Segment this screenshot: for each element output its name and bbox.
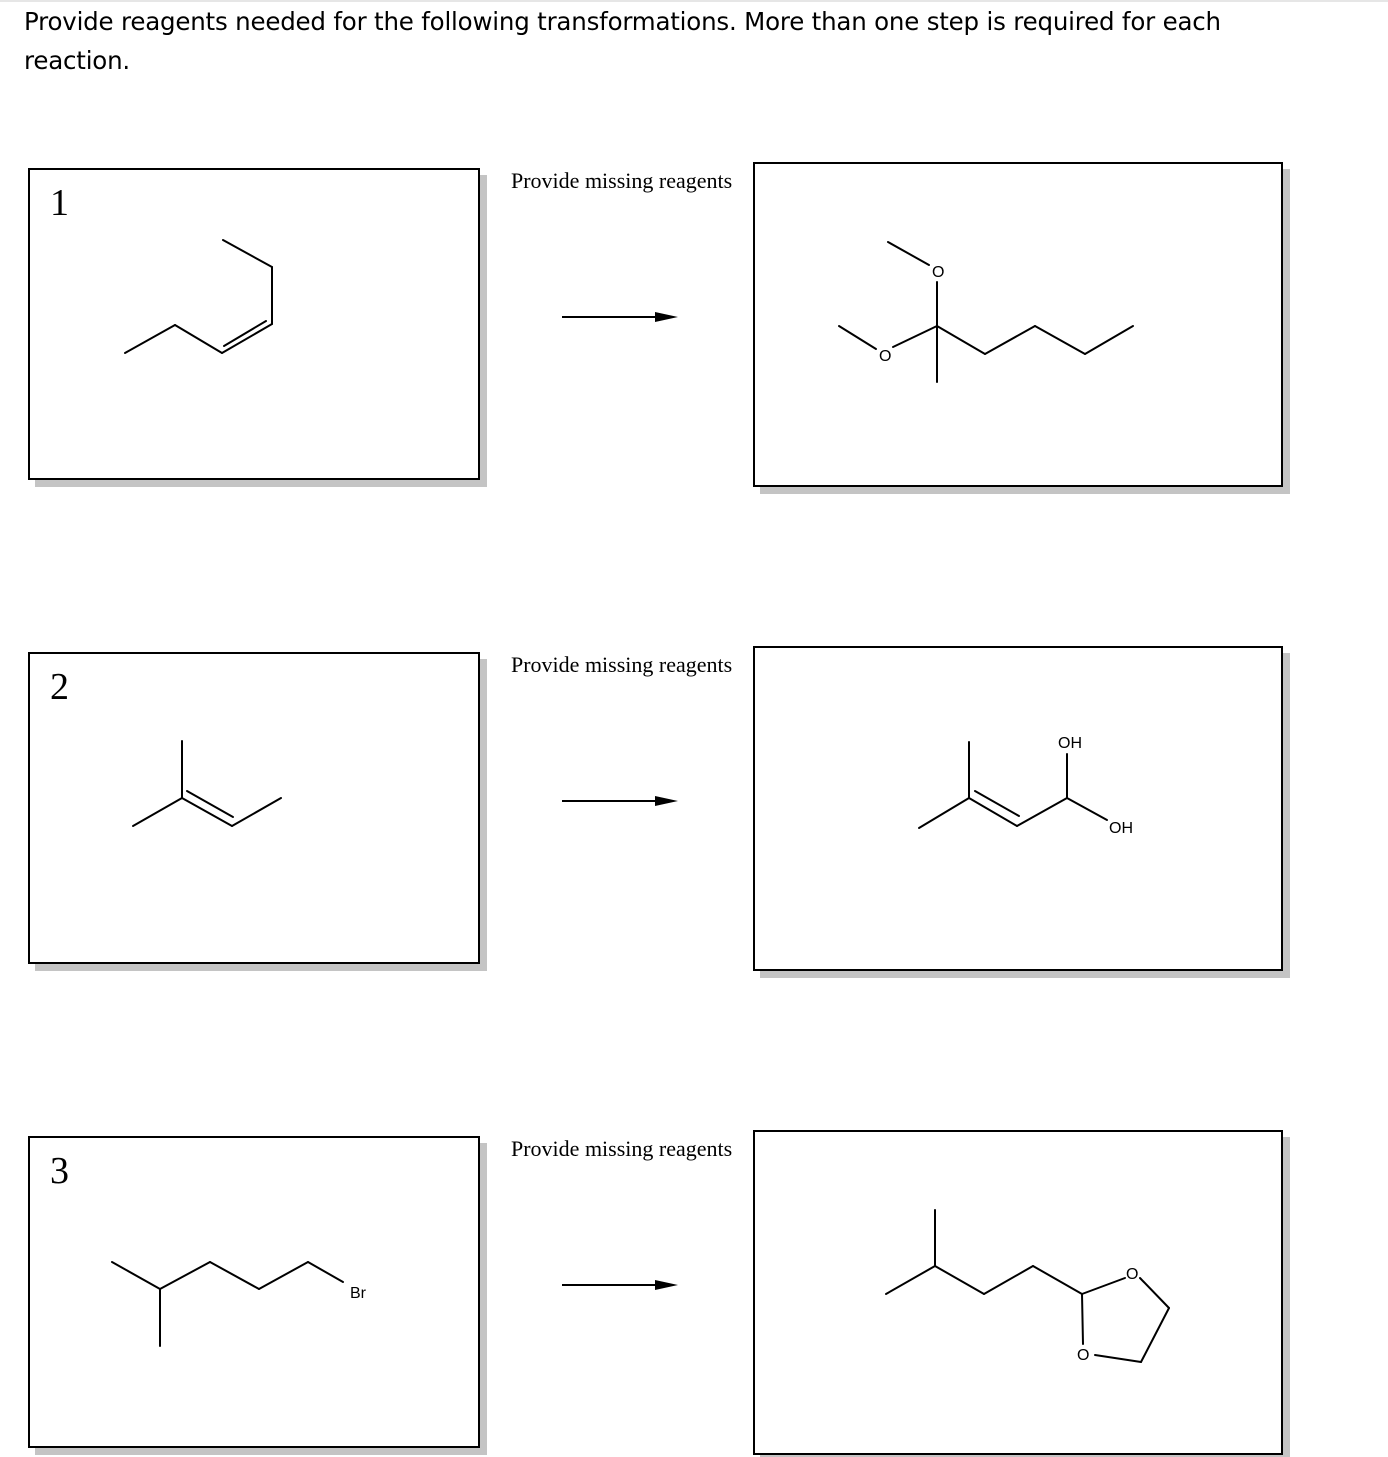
atom-oxygen: O [1077, 1347, 1090, 1364]
reaction-3-reagent-label: Provide missing reagents [511, 1136, 733, 1161]
reaction-1-starting-material-box [28, 168, 480, 480]
atom-hydroxyl: OH [1109, 820, 1133, 837]
atom-bromine: Br [350, 1285, 366, 1302]
cis-3-hexene-structure [30, 170, 482, 482]
atom-hydroxyl: OH [1058, 735, 1082, 752]
dioxolane-product-structure [755, 1132, 1285, 1457]
reaction-1-reagent-label: Provide missing reagents [511, 168, 733, 193]
reaction-2-arrow [560, 791, 680, 811]
ketal-product-structure [755, 164, 1285, 489]
atom-oxygen: O [879, 348, 892, 365]
reaction-3-starting-material-box [28, 1136, 480, 1448]
instructions-text: Provide reagents needed for the following transformations. More than one step is required for each reaction. [24, 7, 1221, 75]
atom-oxygen: O [1126, 1266, 1139, 1283]
reaction-2-product-box [753, 646, 1283, 971]
reaction-number: 1 [50, 182, 69, 224]
reaction-3-product-box [753, 1130, 1283, 1455]
isoamyl-bromide-structure [30, 1138, 482, 1450]
reaction-number: 3 [50, 1150, 69, 1192]
reaction-1-product-box [753, 162, 1283, 487]
reaction-2-starting-material-box [28, 652, 480, 964]
reaction-number: 2 [50, 666, 69, 708]
reaction-2-reagent-label: Provide missing reagents [511, 652, 733, 677]
atom-oxygen: O [932, 264, 945, 281]
reaction-3-arrow [560, 1275, 680, 1295]
2-methyl-2-butene-structure [30, 654, 482, 966]
reaction-1-arrow [560, 307, 680, 327]
diol-product-structure [755, 648, 1285, 973]
